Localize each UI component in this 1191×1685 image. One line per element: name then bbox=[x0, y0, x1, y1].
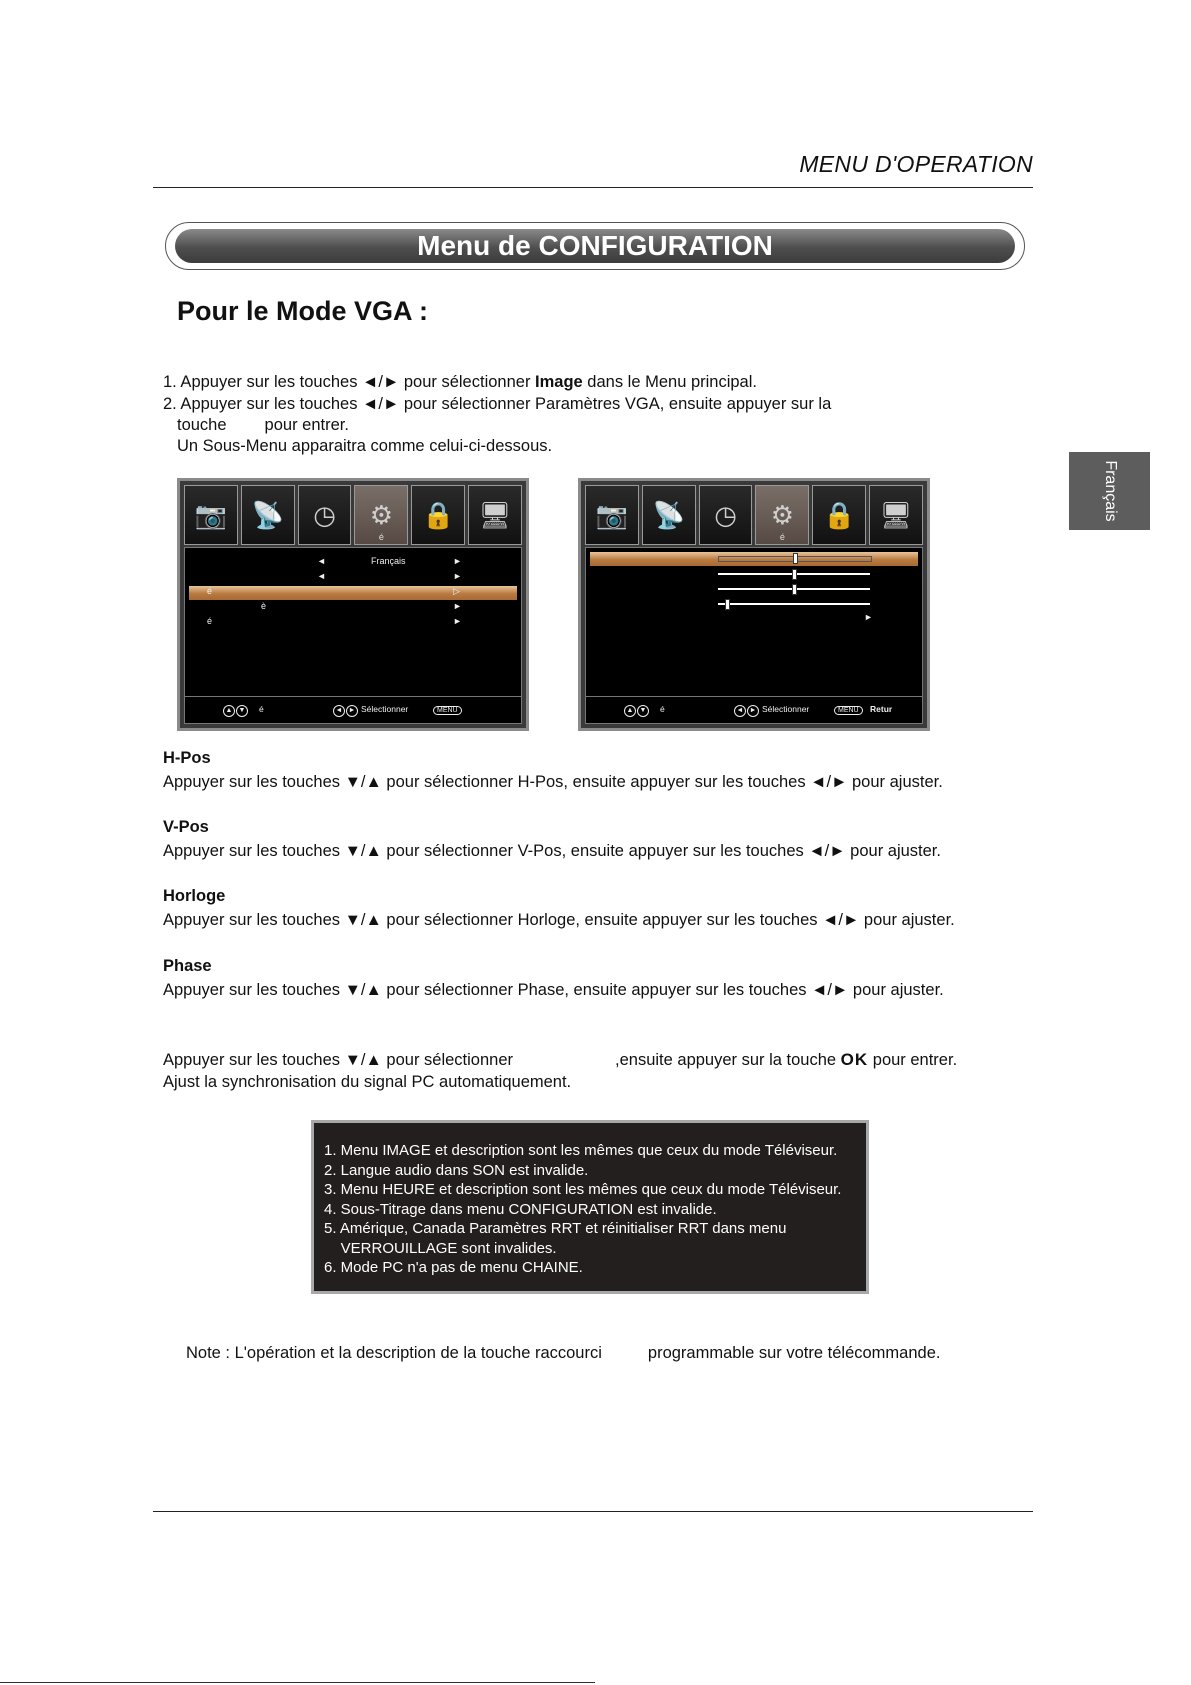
lock-icon: 🔒 bbox=[411, 485, 465, 545]
phase-slider bbox=[718, 603, 870, 605]
osd-row-5: é ► bbox=[207, 616, 462, 626]
osd-icon-row bbox=[184, 485, 522, 545]
item-text-phase: Appuyer sur les touches ▼/▲ pour sélectionner Phase, ensuite appuyer sur les touches ◄/► pour ajuster. bbox=[163, 981, 944, 999]
step-2-cont: touche pour entrer. bbox=[177, 416, 349, 434]
osd-menu-list bbox=[184, 547, 522, 697]
right-button-icon: ► bbox=[346, 705, 358, 717]
arrow-right-icon: ► bbox=[453, 571, 462, 581]
item-text-horloge: Appuyer sur les touches ▼/▲ pour sélectionner Horloge, ensuite appuyer sur les touches ◄/► pour ajuster. bbox=[163, 911, 955, 929]
osd-row-2 bbox=[189, 571, 517, 585]
item-text-hpos: Appuyer sur les touches ▼/▲ pour sélectionner H-Pos, ensuite appuyer sur les touches ◄/► pour ajuster. bbox=[163, 773, 943, 791]
note-line: 3. Menu HEURE et description sont les mêmes que ceux du mode Téléviseur. bbox=[324, 1181, 842, 1198]
menu-key-icon: MENU bbox=[834, 706, 863, 715]
osd-row-value: Français bbox=[371, 556, 406, 566]
lock-icon: 🔒 bbox=[812, 485, 866, 545]
item-title-hpos: H-Pos bbox=[163, 749, 211, 767]
item-title-vpos: V-Pos bbox=[163, 818, 209, 836]
footer-divider bbox=[153, 1511, 1033, 1512]
left-button-icon: ◄ bbox=[333, 705, 345, 717]
language-tab-label: Français bbox=[1101, 460, 1119, 522]
auto-adjust-text: Appuyer sur les touches ▼/▲ pour sélectionner ,ensuite appuyer sur la touche OK pour entrer. bbox=[163, 1050, 958, 1069]
clock-icon: ◷ bbox=[699, 485, 753, 545]
gear-icon: ⚙ é bbox=[755, 485, 809, 545]
footnote: Note : L'opération et la description de la touche raccourci programmable sur votre télécommande. bbox=[186, 1344, 941, 1362]
osd-row-phase bbox=[590, 597, 918, 611]
hpos-slider bbox=[718, 556, 872, 562]
step-1: 1. Appuyer sur les touches ◄/► pour sélectionner Image dans le Menu principal. bbox=[163, 373, 757, 391]
clock-slider bbox=[718, 588, 870, 590]
osd-row-hpos bbox=[590, 552, 918, 566]
arrow-left-icon: ◄ bbox=[317, 571, 326, 581]
arrow-right-icon: ► bbox=[864, 612, 873, 622]
osd-screenshot-vga bbox=[578, 478, 930, 731]
clock-icon: ◷ bbox=[298, 485, 352, 545]
language-side-tab bbox=[1069, 452, 1150, 530]
osd-screenshot-setup bbox=[177, 478, 529, 731]
arrow-right-icon: ▷ bbox=[453, 586, 460, 596]
slider-knob bbox=[725, 599, 730, 610]
step-1-emphasis: Image bbox=[535, 373, 583, 391]
note-line: 6. Mode PC n'a pas de menu CHAINE. bbox=[324, 1259, 583, 1276]
osd-row-language bbox=[189, 556, 517, 570]
menu-key-icon: MENU bbox=[433, 706, 462, 715]
osd-row-clock bbox=[590, 582, 918, 596]
up-button-icon: ▲ bbox=[624, 705, 636, 717]
osd-footer: ▲ ▼ é ◄ ► Sélectionner MENU bbox=[184, 696, 522, 724]
header-divider bbox=[153, 187, 1033, 188]
ok-key-label: OK bbox=[840, 1050, 869, 1069]
item-title-horloge: Horloge bbox=[163, 887, 226, 905]
section-banner bbox=[165, 222, 1025, 270]
auto-adjust-desc: Ajust la synchronisation du signal PC automatiquement. bbox=[163, 1073, 572, 1091]
page-header-title: MENU D'OPERATION bbox=[799, 151, 1033, 177]
slider-knob bbox=[792, 584, 797, 595]
monitor-icon: 🖥 bbox=[468, 485, 522, 545]
osd-vga-list bbox=[585, 547, 923, 697]
left-button-icon: ◄ bbox=[734, 705, 746, 717]
camera-icon: 📷 bbox=[585, 485, 639, 545]
note-line: 4. Sous-Titrage dans menu CONFIGURATION est invalide. bbox=[324, 1200, 717, 1218]
section-heading: Pour le Mode VGA : bbox=[177, 296, 429, 326]
slider-knob bbox=[792, 569, 797, 580]
item-text-vpos: Appuyer sur les touches ▼/▲ pour sélectionner V-Pos, ensuite appuyer sur les touches ◄/► pour ajuster. bbox=[163, 842, 941, 860]
page-bottom-line bbox=[0, 1682, 595, 1683]
arrow-right-icon: ► bbox=[453, 616, 462, 626]
up-button-icon: ▲ bbox=[223, 705, 235, 717]
osd-row-auto bbox=[590, 612, 918, 626]
arrow-right-icon: ► bbox=[453, 556, 462, 566]
down-button-icon: ▼ bbox=[236, 705, 248, 717]
step-2-result: Un Sous-Menu apparaitra comme celui-ci-dessous. bbox=[177, 437, 553, 455]
notes-box bbox=[311, 1120, 869, 1294]
slider-knob bbox=[793, 553, 798, 564]
banner-title: Menu de CONFIGURATION bbox=[175, 229, 1015, 263]
osd-row-vpos bbox=[590, 567, 918, 581]
satellite-dish-icon: 📡 bbox=[241, 485, 295, 545]
osd-footer: ▲ ▼ é ◄ ► Sélectionner MENU Retur bbox=[585, 696, 923, 724]
osd-icon-row bbox=[585, 485, 923, 545]
note-line: 1. Menu IMAGE et description sont les mêmes que ceux du mode Téléviseur. bbox=[324, 1142, 838, 1159]
camera-icon: 📷 bbox=[184, 485, 238, 545]
satellite-dish-icon: 📡 bbox=[642, 485, 696, 545]
step-2: 2. Appuyer sur les touches ◄/► pour sélectionner Paramètres VGA, ensuite appuyer sur la bbox=[163, 395, 832, 413]
right-button-icon: ► bbox=[747, 705, 759, 717]
osd-row-selected: é ▷ bbox=[189, 586, 517, 600]
osd-row-4: è ► bbox=[261, 601, 462, 611]
note-line: 5. Amérique, Canada Paramètres RRT et réinitialiser RRT dans menu bbox=[324, 1220, 787, 1237]
down-button-icon: ▼ bbox=[637, 705, 649, 717]
note-line: VERROUILLAGE sont invalides. bbox=[324, 1239, 557, 1257]
arrow-right-icon: ► bbox=[453, 601, 462, 611]
note-line: 2. Langue audio dans SON est invalide. bbox=[324, 1161, 589, 1179]
gear-icon: ⚙ é bbox=[354, 485, 408, 545]
monitor-icon: 🖥 bbox=[869, 485, 923, 545]
arrow-left-icon: ◄ bbox=[317, 556, 326, 566]
item-title-phase: Phase bbox=[163, 957, 212, 975]
vpos-slider bbox=[718, 573, 870, 575]
